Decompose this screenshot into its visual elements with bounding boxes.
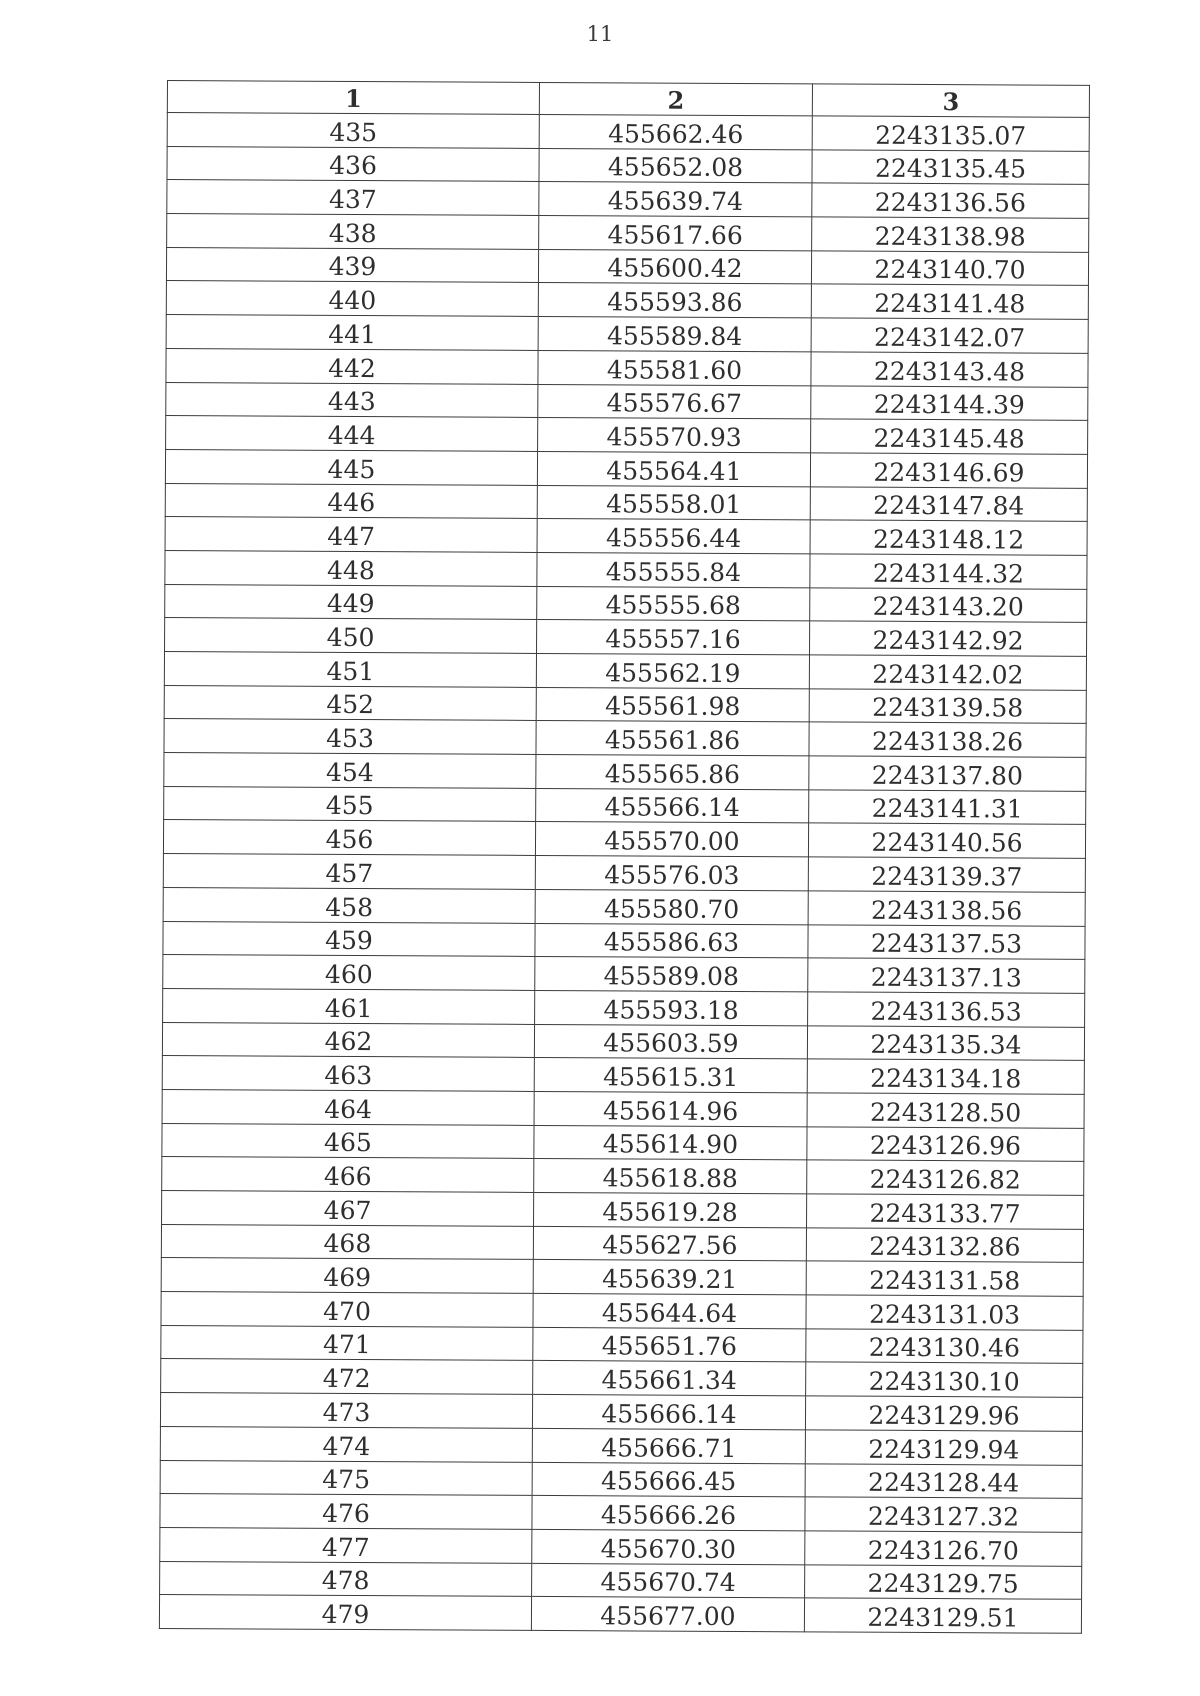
- cell-x-coordinate: 455589.08: [535, 957, 808, 992]
- cell-point-number: 474: [160, 1426, 532, 1462]
- cell-x-coordinate: 455570.00: [535, 822, 808, 857]
- cell-x-coordinate: 455614.96: [534, 1091, 807, 1126]
- cell-x-coordinate: 455651.76: [533, 1327, 806, 1362]
- table-row: [162, 1089, 1084, 1128]
- cell-y-coordinate: 2243139.58: [809, 689, 1086, 724]
- cell-x-coordinate: 455670.30: [532, 1529, 805, 1564]
- table-row: [161, 1325, 1083, 1364]
- cell-point-number: 438: [167, 214, 539, 250]
- cell-y-coordinate: 2243141.48: [811, 284, 1088, 319]
- cell-point-number: 440: [166, 281, 538, 317]
- table-row: [163, 921, 1085, 960]
- cell-x-coordinate: 455586.63: [535, 923, 808, 958]
- cell-y-coordinate: 2243140.56: [808, 823, 1085, 858]
- cell-point-number: 455: [164, 786, 536, 822]
- cell-y-coordinate: 2243126.82: [807, 1160, 1084, 1195]
- table-row: [161, 1292, 1083, 1331]
- cell-point-number: 467: [162, 1190, 534, 1226]
- cell-y-coordinate: 2243137.53: [808, 924, 1085, 959]
- header-row: [167, 81, 1089, 118]
- cell-y-coordinate: 2243133.77: [807, 1194, 1084, 1229]
- coordinates-table-container: [159, 80, 1089, 1634]
- cell-x-coordinate: 455666.26: [532, 1496, 805, 1531]
- cell-y-coordinate: 2243139.37: [808, 857, 1085, 892]
- cell-y-coordinate: 2243142.92: [809, 621, 1086, 656]
- cell-y-coordinate: 2243145.48: [811, 419, 1088, 454]
- cell-y-coordinate: 2243137.13: [808, 958, 1085, 993]
- table-row: [165, 449, 1087, 488]
- cell-point-number: 457: [163, 854, 535, 890]
- table-row: [167, 113, 1089, 152]
- table-row: [163, 887, 1085, 926]
- cell-point-number: 458: [163, 887, 535, 923]
- cell-point-number: 478: [160, 1561, 532, 1597]
- table-row: [163, 955, 1085, 994]
- cell-point-number: 475: [160, 1460, 532, 1496]
- table-row: [166, 281, 1088, 320]
- table-row: [164, 685, 1086, 724]
- table-row: [165, 517, 1087, 556]
- table-row: [160, 1494, 1082, 1533]
- cell-x-coordinate: 455561.86: [536, 721, 809, 756]
- cell-y-coordinate: 2243146.69: [810, 453, 1087, 488]
- table-row: [162, 1022, 1084, 1061]
- cell-point-number: 447: [165, 517, 537, 553]
- cell-y-coordinate: 2243135.45: [812, 150, 1089, 185]
- cell-y-coordinate: 2243131.58: [806, 1261, 1083, 1296]
- table-row: [165, 618, 1087, 657]
- cell-point-number: 469: [161, 1258, 533, 1294]
- table-row: [167, 146, 1089, 185]
- table-row: [160, 1460, 1082, 1499]
- cell-point-number: 462: [162, 1022, 534, 1058]
- cell-x-coordinate: 455557.16: [537, 620, 810, 655]
- table-row: [163, 820, 1085, 859]
- cell-x-coordinate: 455662.46: [539, 114, 812, 149]
- table-row: [164, 753, 1086, 792]
- cell-x-coordinate: 455593.18: [535, 990, 808, 1025]
- cell-x-coordinate: 455627.56: [533, 1226, 806, 1261]
- cell-point-number: 454: [164, 753, 536, 789]
- cell-y-coordinate: 2243128.44: [805, 1463, 1082, 1498]
- cell-x-coordinate: 455576.67: [538, 384, 811, 419]
- cell-point-number: 468: [161, 1224, 533, 1260]
- cell-point-number: 460: [163, 955, 535, 991]
- cell-x-coordinate: 455666.14: [532, 1395, 805, 1430]
- table-row: [162, 1157, 1084, 1196]
- cell-x-coordinate: 455652.08: [539, 148, 812, 183]
- cell-y-coordinate: 2243126.70: [805, 1531, 1082, 1566]
- cell-point-number: 450: [165, 618, 537, 654]
- cell-point-number: 437: [167, 180, 539, 216]
- cell-point-number: 449: [165, 584, 537, 620]
- cell-point-number: 463: [162, 1056, 534, 1092]
- table-row: [164, 786, 1086, 825]
- cell-y-coordinate: 2243137.80: [809, 756, 1086, 791]
- table-row: [161, 1359, 1083, 1398]
- cell-point-number: 453: [164, 719, 536, 755]
- cell-y-coordinate: 2243144.32: [810, 554, 1087, 589]
- cell-point-number: 441: [166, 315, 538, 351]
- cell-y-coordinate: 2243142.02: [809, 655, 1086, 690]
- cell-point-number: 445: [165, 449, 537, 485]
- cell-y-coordinate: 2243129.51: [804, 1598, 1081, 1633]
- cell-x-coordinate: 455580.70: [535, 889, 808, 924]
- cell-x-coordinate: 455593.86: [538, 283, 811, 318]
- cell-y-coordinate: 2243135.34: [807, 1025, 1084, 1060]
- cell-point-number: 456: [163, 820, 535, 856]
- cell-x-coordinate: 455666.45: [532, 1462, 805, 1497]
- cell-y-coordinate: 2243138.56: [808, 891, 1085, 926]
- cell-point-number: 464: [162, 1089, 534, 1125]
- cell-point-number: 459: [163, 921, 535, 957]
- table-row: [163, 854, 1085, 893]
- cell-point-number: 452: [164, 685, 536, 721]
- cell-x-coordinate: 455561.98: [536, 687, 809, 722]
- cell-y-coordinate: 2243131.03: [806, 1295, 1083, 1330]
- cell-y-coordinate: 2243148.12: [810, 520, 1087, 555]
- cell-point-number: 479: [159, 1595, 531, 1631]
- cell-x-coordinate: 455661.34: [533, 1361, 806, 1396]
- table-row: [164, 719, 1086, 758]
- cell-x-coordinate: 455589.84: [538, 317, 811, 352]
- cell-x-coordinate: 455666.71: [532, 1428, 805, 1463]
- cell-y-coordinate: 2243134.18: [807, 1059, 1084, 1094]
- table-row: [162, 1190, 1084, 1229]
- cell-x-coordinate: 455617.66: [539, 216, 812, 251]
- cell-point-number: 471: [161, 1325, 533, 1361]
- table-row: [166, 315, 1088, 354]
- cell-point-number: 444: [166, 416, 538, 452]
- table-row: [166, 348, 1088, 387]
- cell-y-coordinate: 2243141.31: [809, 790, 1086, 825]
- cell-y-coordinate: 2243128.50: [807, 1093, 1084, 1128]
- cell-y-coordinate: 2243129.94: [805, 1430, 1082, 1465]
- table-row: [163, 988, 1085, 1027]
- cell-y-coordinate: 2243130.10: [806, 1362, 1083, 1397]
- cell-y-coordinate: 2243126.96: [807, 1126, 1084, 1161]
- cell-x-coordinate: 455670.74: [532, 1563, 805, 1598]
- table-row: [166, 247, 1088, 286]
- table-row: [159, 1595, 1081, 1634]
- cell-y-coordinate: 2243132.86: [806, 1228, 1083, 1263]
- table-row: [160, 1393, 1082, 1432]
- cell-y-coordinate: 2243129.75: [805, 1564, 1082, 1599]
- table-row: [167, 180, 1089, 219]
- cell-x-coordinate: 455576.03: [535, 856, 808, 891]
- column-header-2: 2: [539, 82, 812, 115]
- table-row: [166, 416, 1088, 455]
- table-header: [167, 81, 1089, 118]
- table-row: [161, 1258, 1083, 1297]
- cell-point-number: 439: [166, 247, 538, 283]
- cell-x-coordinate: 455618.88: [534, 1159, 807, 1194]
- cell-y-coordinate: 2243143.48: [811, 352, 1088, 387]
- cell-y-coordinate: 2243143.20: [810, 587, 1087, 622]
- cell-x-coordinate: 455555.84: [537, 552, 810, 587]
- cell-y-coordinate: 2243130.46: [806, 1329, 1083, 1364]
- cell-y-coordinate: 2243147.84: [810, 486, 1087, 521]
- table-row: [165, 584, 1087, 623]
- column-header-1: 1: [167, 81, 539, 115]
- table-row: [161, 1224, 1083, 1263]
- cell-point-number: 477: [160, 1527, 532, 1563]
- cell-point-number: 473: [160, 1393, 532, 1429]
- cell-point-number: 446: [165, 483, 537, 519]
- column-header-3: 3: [812, 84, 1089, 117]
- cell-x-coordinate: 455614.90: [534, 1125, 807, 1160]
- cell-point-number: 448: [165, 550, 537, 586]
- table-row: [160, 1561, 1082, 1600]
- cell-point-number: 451: [164, 651, 536, 687]
- cell-point-number: 476: [160, 1494, 532, 1530]
- cell-point-number: 465: [162, 1123, 534, 1159]
- cell-y-coordinate: 2243136.53: [808, 992, 1085, 1027]
- cell-x-coordinate: 455555.68: [537, 586, 810, 621]
- cell-x-coordinate: 455600.42: [538, 249, 811, 284]
- cell-x-coordinate: 455565.86: [536, 755, 809, 790]
- cell-x-coordinate: 455564.41: [537, 451, 810, 486]
- table-row: [162, 1056, 1084, 1095]
- cell-x-coordinate: 455581.60: [538, 350, 811, 385]
- cell-x-coordinate: 455639.21: [533, 1260, 806, 1295]
- cell-x-coordinate: 455570.93: [538, 418, 811, 453]
- cell-x-coordinate: 455566.14: [536, 788, 809, 823]
- cell-x-coordinate: 455562.19: [536, 653, 809, 688]
- cell-point-number: 436: [167, 146, 539, 182]
- cell-x-coordinate: 455639.74: [539, 182, 812, 217]
- cell-x-coordinate: 455603.59: [534, 1024, 807, 1059]
- table-row: [165, 483, 1087, 522]
- cell-y-coordinate: 2243129.96: [805, 1396, 1082, 1431]
- table-row: [165, 550, 1087, 589]
- cell-point-number: 461: [163, 988, 535, 1024]
- cell-point-number: 435: [167, 113, 539, 149]
- coordinates-table: [159, 80, 1090, 1634]
- cell-x-coordinate: 455556.44: [537, 519, 810, 554]
- cell-y-coordinate: 2243136.56: [812, 183, 1089, 218]
- cell-x-coordinate: 455558.01: [537, 485, 810, 520]
- table-row: [160, 1426, 1082, 1465]
- cell-y-coordinate: 2243138.98: [812, 217, 1089, 252]
- cell-y-coordinate: 2243127.32: [805, 1497, 1082, 1532]
- cell-x-coordinate: 455619.28: [534, 1192, 807, 1227]
- cell-y-coordinate: 2243142.07: [811, 318, 1088, 353]
- cell-point-number: 443: [166, 382, 538, 418]
- table-row: [166, 382, 1088, 421]
- table-row: [167, 214, 1089, 253]
- table-row: [164, 651, 1086, 690]
- cell-point-number: 466: [162, 1157, 534, 1193]
- cell-y-coordinate: 2243140.70: [811, 251, 1088, 286]
- cell-x-coordinate: 455677.00: [531, 1597, 804, 1632]
- cell-y-coordinate: 2243135.07: [812, 116, 1089, 151]
- cell-point-number: 470: [161, 1292, 533, 1328]
- cell-point-number: 472: [161, 1359, 533, 1395]
- cell-x-coordinate: 455644.64: [533, 1293, 806, 1328]
- cell-x-coordinate: 455615.31: [534, 1058, 807, 1093]
- cell-y-coordinate: 2243144.39: [811, 385, 1088, 420]
- table-body: [159, 113, 1089, 1634]
- cell-point-number: 442: [166, 348, 538, 384]
- cell-y-coordinate: 2243138.26: [809, 722, 1086, 757]
- page-number: 11: [586, 22, 614, 46]
- table-row: [162, 1123, 1084, 1162]
- table-row: [160, 1527, 1082, 1566]
